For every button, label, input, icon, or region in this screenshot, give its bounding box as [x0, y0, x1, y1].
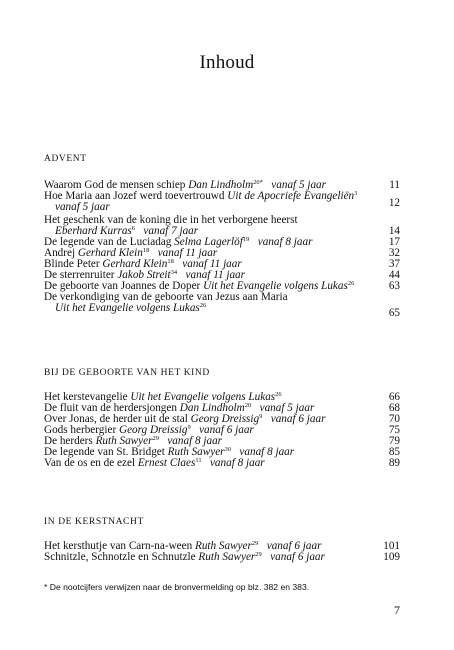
toc-page-number: 70	[388, 413, 400, 425]
toc-entry: Blinde Peter Gerhard Klein$^{18}$ vanaf 11 jaar 37	[44, 258, 400, 270]
toc-entry: De legende van St. Bridget Ruth Sawyer$^{30}$ vanaf 8 jaar 85	[44, 446, 400, 458]
section-heading-advent: ADVENT	[44, 154, 87, 164]
toc-entry: Het kerstevangelie Uit het Evangelie volgens Lukas$^{26}$ 66	[44, 391, 400, 403]
toc-page-number: 68	[388, 402, 400, 414]
toc-entry: Van de os en de ezel Ernest Claes$^{11}$ vanaf 8 jaar 89	[44, 457, 400, 469]
toc-entry: Het geschenk van de koning die in het verborgene heerst Eberhard Kurras$^6$ vanaf 7 jaar 14	[44, 214, 400, 237]
toc-entry: Het kersthutje van Carn-na-ween Ruth Sawyer$^{29}$ vanaf 6 jaar 101	[44, 540, 400, 552]
toc-page-number: 75	[388, 424, 400, 436]
page-title: Inhoud	[199, 52, 255, 73]
footnote: * De nootcijfers verwijzen naar de bronvermelding op blz. 382 en 383.	[44, 582, 310, 592]
toc-page-number: 14	[388, 225, 400, 237]
toc-page-number: 89	[388, 457, 400, 469]
toc-page-number: 44	[388, 269, 400, 281]
toc-entry: Andrej Gerhard Klein$^{18}$ vanaf 11 jaar 32	[44, 247, 400, 259]
section-heading-christmas-night: IN DE KERSTNACHT	[44, 517, 144, 527]
toc-entry: De fluit van de herdersjongen Dan Lindholm$^{20}$ vanaf 5 jaar 68	[44, 402, 400, 414]
toc-page-number: 85	[388, 446, 400, 458]
toc-entry: De herders Ruth Sawyer$^{29}$ vanaf 8 jaar 79	[44, 435, 400, 447]
toc-page-number: 63	[388, 280, 400, 292]
toc-entry: De geboorte van Joannes de Doper Uit het Evangelie volgens Lukas$^{26}$ 63	[44, 280, 400, 292]
toc-page-number: 32	[388, 247, 400, 259]
toc-page-number: 109	[383, 551, 400, 563]
toc-entry: Schnitzle, Schnotzle en Schnutzle Ruth Sawyer$^{29}$ vanaf 6 jaar 109	[44, 551, 400, 563]
toc-section-christmas-night	[44, 541, 400, 563]
toc-page-number: 65	[388, 307, 400, 319]
toc-page-number: 17	[388, 236, 400, 248]
section-heading-birth: BIJ DE GEBOORTE VAN HET KIND	[44, 368, 210, 378]
toc-entry: Over Jonas, de herder uit de stal Georg Dreissig$^9$ vanaf 6 jaar 70	[44, 413, 400, 425]
toc-entry: De verkondiging van de geboorte van Jezus aan Maria Uit het Evangelie volgens Lukas$^{26}$ 65	[44, 291, 400, 319]
toc-page-number: 12	[388, 197, 400, 209]
toc-section-advent	[44, 180, 400, 319]
page-number: 7	[394, 603, 400, 617]
toc-page-number: 79	[388, 435, 400, 447]
toc-section-birth	[44, 392, 400, 469]
toc-entry: Waarom God de mensen schiep Dan Lindholm$^{20*}$ vanaf 5 jaar 11	[44, 179, 400, 191]
toc-page-number: 11	[389, 179, 400, 191]
toc-page-number: 66	[388, 391, 400, 403]
toc-entry: De legende van de Luciadag Selma Lagerlöf$^{19}$ vanaf 8 jaar 17	[44, 236, 400, 248]
toc-page-number: 37	[388, 258, 400, 270]
toc-page-number: 101	[383, 540, 400, 552]
toc-entry: Hoe Maria aan Jozef werd toevertrouwd Uit de Apocriefe Evangeliën$^3$ vanaf 5 jaar 12	[44, 190, 400, 213]
toc-entry: Gods herbergier Georg Dreissig$^9$ vanaf 6 jaar 75	[44, 424, 400, 436]
toc-entry: De sterrenruiter Jakob Streit$^{34}$ vanaf 11 jaar 44	[44, 269, 400, 281]
